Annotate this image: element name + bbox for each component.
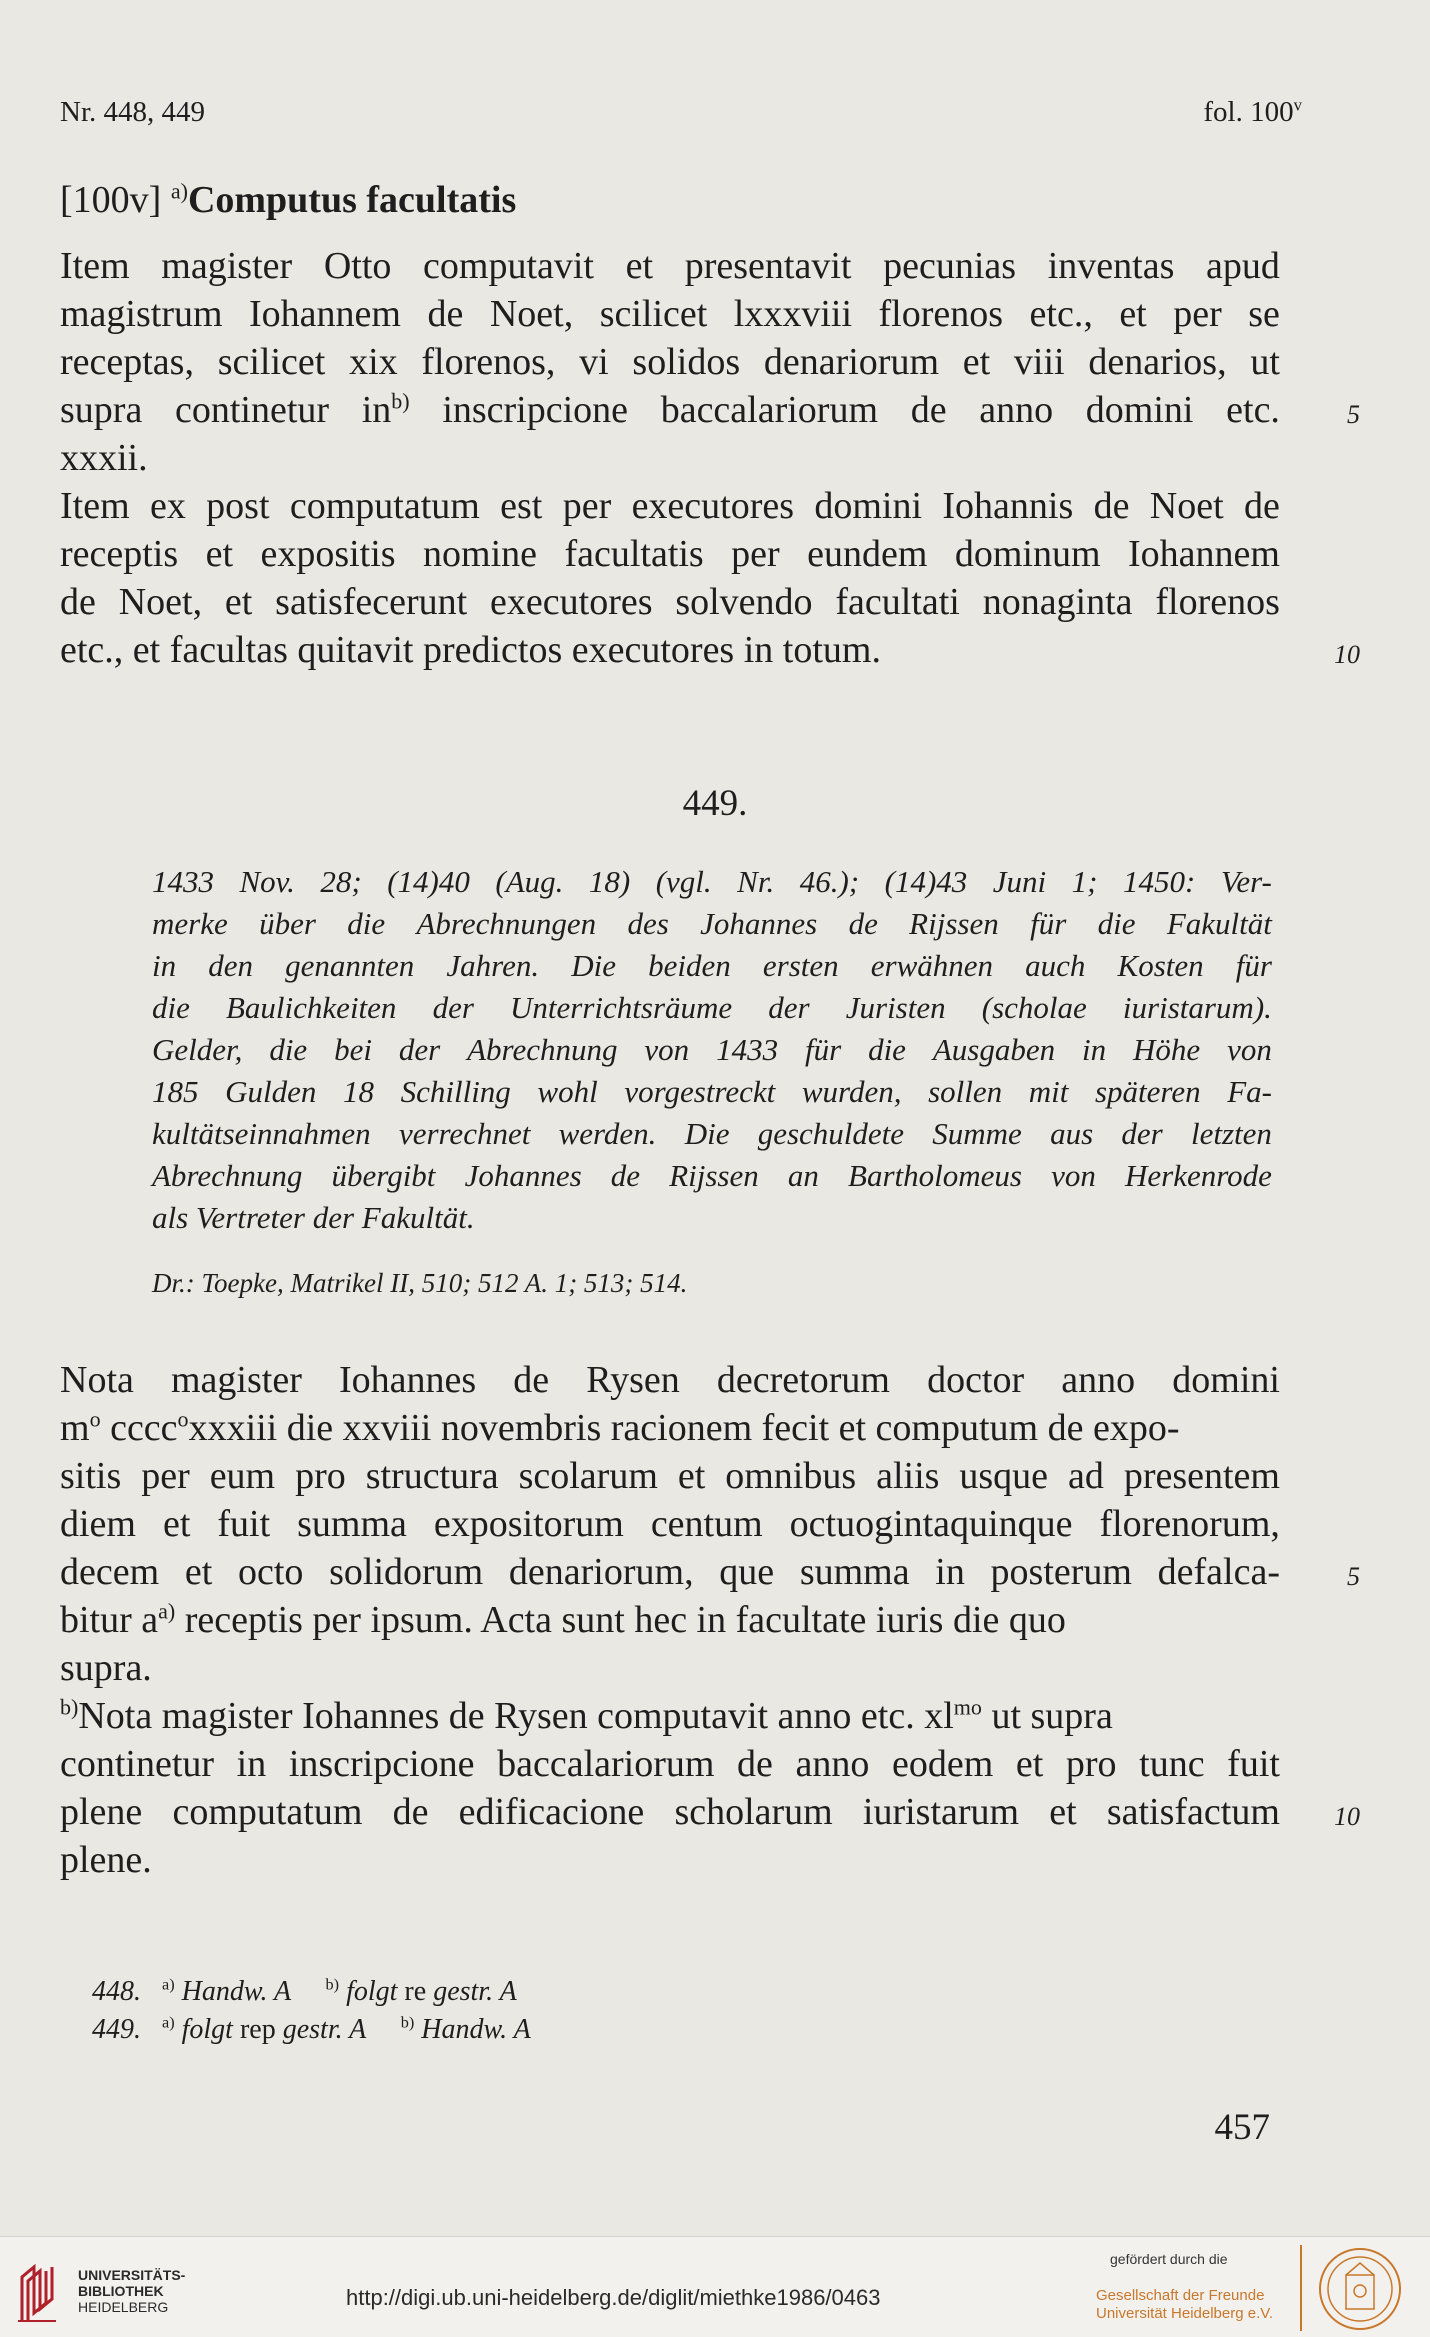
word: octo	[237, 1551, 304, 1593]
word: defalca-	[1157, 1551, 1280, 1593]
word: erwähnen	[870, 948, 994, 983]
word: eundem	[807, 533, 928, 575]
text-line	[60, 340, 1280, 384]
word: (14)40	[387, 864, 470, 899]
word: die	[1097, 906, 1136, 941]
word: solidos	[632, 341, 741, 383]
word: dominum	[954, 533, 1101, 575]
footnote-mark: a)	[158, 1598, 176, 1624]
word: Juristen	[845, 990, 946, 1025]
ub-heidelberg-logo-icon	[16, 2263, 62, 2323]
word: et	[1049, 1791, 1077, 1833]
text-line	[60, 580, 1280, 624]
abstract-line	[152, 1074, 1272, 1110]
word: Abrechnung	[152, 1158, 303, 1193]
sponsor-label: gefördert durch die	[1110, 2251, 1228, 2267]
word: für	[1030, 906, 1067, 941]
word: per	[141, 1455, 190, 1497]
word: ex	[149, 485, 186, 527]
word: que	[719, 1551, 775, 1593]
word: Die	[571, 948, 616, 983]
word: an	[787, 1158, 819, 1193]
running-header-left: Nr. 448, 449	[60, 96, 205, 128]
word: ersten	[762, 948, 839, 983]
word: der	[398, 1032, 441, 1067]
word: der	[432, 990, 474, 1025]
word: beiden	[648, 948, 731, 983]
footnote-448: 448. $^{a)}$ Handw. A $^{b)}$ folgt re gestr. A	[92, 1975, 517, 2007]
word: de	[1243, 485, 1280, 527]
word: computavit	[423, 245, 594, 287]
sponsor-name: Gesellschaft der Freunde Universität Heidelberg e.V.	[1096, 2287, 1274, 2322]
word: solvendo	[675, 581, 813, 623]
word: denariorum	[763, 341, 940, 383]
word: Herkenrode	[1125, 1158, 1272, 1193]
word: ad	[1067, 1455, 1104, 1497]
word: eodem	[891, 1743, 994, 1785]
word: computatum	[172, 1791, 363, 1833]
word: sitis	[60, 1455, 122, 1497]
word: xix	[349, 341, 398, 383]
word: est	[500, 485, 543, 527]
word: übergibt	[331, 1158, 436, 1193]
page-number: 457	[1214, 2107, 1270, 2148]
word: magistrum	[60, 293, 223, 335]
word: satisfactum	[1106, 1791, 1280, 1833]
word: verrechnet	[398, 1116, 531, 1151]
text-line	[60, 532, 1280, 576]
line-number: 10	[1334, 640, 1360, 669]
word: florenos	[878, 293, 1004, 335]
word: de	[848, 906, 878, 941]
word: et	[1119, 293, 1147, 335]
word: aus	[1050, 1116, 1094, 1151]
print-reference: Dr.: Toepke, Matrikel II, 510; 512 A. 1; 513; 514.	[152, 1268, 688, 1298]
word: der	[1121, 1116, 1163, 1151]
word: lxxxviii	[733, 293, 853, 335]
word: de	[60, 581, 96, 623]
word: et	[1015, 1743, 1044, 1785]
word: anno	[1061, 1359, 1136, 1401]
word: Johannes	[700, 906, 818, 941]
abstract-line	[152, 1032, 1272, 1068]
text-line: plene.	[60, 1839, 152, 1881]
word: Abrechnungen	[416, 906, 597, 941]
word: für	[1235, 948, 1272, 983]
word: Baulichkeiten	[226, 990, 397, 1025]
sponsor-block	[1096, 2251, 1296, 2323]
word: omnibus	[725, 1455, 857, 1497]
word: nomine	[423, 533, 538, 575]
text-line: etc., et facultas quitavit predictos executores in totum.	[60, 629, 881, 671]
text-line	[60, 1550, 1280, 1594]
word: scholarum	[674, 1791, 833, 1833]
text-line	[60, 244, 1280, 288]
word: Summe	[932, 1116, 1022, 1151]
word: merke	[152, 906, 228, 941]
word: expositis	[260, 533, 396, 575]
word: denariorum,	[508, 1551, 694, 1593]
word: de	[427, 293, 464, 335]
library-footer	[0, 2236, 1430, 2337]
word: edificacione	[458, 1791, 645, 1833]
word: vi	[579, 341, 609, 383]
word: executores	[490, 581, 653, 623]
word: receptas,	[60, 341, 194, 383]
word: per	[1173, 293, 1222, 335]
word: executores	[631, 485, 795, 527]
word: bei	[334, 1032, 372, 1067]
text-line: supra.	[60, 1647, 152, 1689]
text-line	[60, 1742, 1280, 1786]
word: usque	[959, 1455, 1049, 1497]
word: Bartholomeus	[848, 1158, 1022, 1193]
word: (vgl.	[655, 864, 712, 899]
word: per	[731, 533, 780, 575]
footnote-mark: b)	[60, 1694, 79, 1720]
abstract-line	[152, 1116, 1272, 1152]
word: späteren	[1094, 1074, 1201, 1109]
text-line	[60, 1790, 1280, 1834]
word: aliis	[876, 1455, 940, 1497]
line-number: 5	[1347, 400, 1360, 429]
word: Noet,	[489, 293, 574, 335]
text-line	[60, 1454, 1280, 1498]
word: Nr.	[737, 864, 775, 899]
word: de	[737, 1743, 773, 1785]
abstract-line	[152, 906, 1272, 942]
word: florenorum,	[1099, 1503, 1280, 1545]
word: von	[1051, 1158, 1096, 1193]
word: ut	[1250, 341, 1280, 383]
word: facultatis	[564, 533, 704, 575]
word: des	[627, 906, 669, 941]
abstract-line	[152, 990, 1272, 1026]
word: denarios,	[1088, 341, 1227, 383]
word: expositorum	[433, 1503, 624, 1545]
word: Die	[684, 1116, 730, 1151]
word: Iohannis	[942, 485, 1074, 527]
word: satisfecerunt	[275, 581, 468, 623]
folio-number: fol. 100	[1203, 96, 1294, 128]
heading-footnote-mark: a)	[170, 178, 188, 204]
word: scolarum	[518, 1455, 658, 1497]
word: inventas	[1047, 245, 1175, 287]
word: etc.,	[1029, 293, 1093, 335]
document-number: 449.	[682, 783, 748, 824]
word: Iohannes	[338, 1359, 477, 1401]
word: receptis	[60, 533, 179, 575]
word: vorgestreckt	[624, 1074, 776, 1109]
word: Noet	[1149, 485, 1224, 527]
word: de	[610, 1158, 641, 1193]
word: wohl	[537, 1074, 598, 1109]
word: genannten	[285, 948, 415, 983]
word: für	[804, 1032, 842, 1067]
word: nonaginta	[982, 581, 1133, 623]
word: domini	[1172, 1359, 1280, 1401]
word: 1433	[716, 1032, 779, 1067]
word: et	[677, 1455, 706, 1497]
word: von	[1227, 1032, 1272, 1067]
word: et	[162, 1503, 191, 1545]
word: inscripcione	[288, 1743, 475, 1785]
word: wurden,	[801, 1074, 902, 1109]
abstract-line	[152, 864, 1272, 900]
footnote-449: 449. $^{a)}$ folgt rep gestr. A $^{b)}$ Handw. A	[92, 2013, 531, 2045]
word: die	[152, 990, 190, 1025]
word: pro	[1065, 1743, 1117, 1785]
text-line: supra continetur $in^{b)}$ inscripcione baccalariorum de anno domini etc.	[60, 388, 1280, 431]
word: Iohannem	[1128, 533, 1280, 575]
running-header-right	[1203, 96, 1302, 129]
word: 1;	[1071, 864, 1098, 899]
word: Abrechnung	[467, 1032, 618, 1067]
heading-folio: [100v]	[60, 179, 162, 221]
word: post	[206, 485, 270, 527]
word: posterum	[990, 1551, 1132, 1593]
word: de	[392, 1791, 429, 1833]
word: eum	[209, 1455, 276, 1497]
word: baccalariorum	[497, 1743, 715, 1785]
word: fuit	[217, 1503, 271, 1545]
word: 185	[152, 1074, 199, 1109]
word: magister	[161, 245, 293, 287]
word: se	[1248, 293, 1280, 335]
word: structura	[365, 1455, 499, 1497]
word: Ver-	[1220, 864, 1272, 899]
text-line: $m^o$ cccc$^o$xxxiii die xxviii novembris racionem fecit et computum de expo-	[60, 1406, 1180, 1449]
word: computatum	[289, 485, 480, 527]
word: florenos	[1155, 581, 1280, 623]
word: continetur	[60, 1743, 215, 1785]
word: pro	[295, 1455, 346, 1497]
word: in	[1082, 1032, 1107, 1067]
word: Ausgaben	[932, 1032, 1056, 1067]
word: fuit	[1227, 1743, 1280, 1785]
word: plene	[60, 1791, 143, 1833]
abstract-line	[152, 1158, 1272, 1194]
word: florenos,	[421, 341, 556, 383]
folio-verso-mark: v	[1293, 95, 1302, 115]
word: tunc	[1139, 1743, 1205, 1785]
word: Item	[60, 245, 130, 287]
word: (14)43	[884, 864, 968, 899]
word: Nota	[60, 1359, 134, 1401]
word: de	[513, 1359, 550, 1401]
word: summa	[799, 1551, 910, 1593]
word: werden.	[558, 1116, 657, 1151]
word: über	[259, 906, 316, 941]
word: 28;	[320, 864, 362, 899]
word: Item	[60, 485, 130, 527]
word: Gulden	[225, 1074, 317, 1109]
word: in	[152, 948, 177, 983]
text-line	[60, 484, 1280, 528]
word: Otto	[323, 245, 392, 287]
word: pecunias	[883, 245, 1017, 287]
word: per	[562, 485, 612, 527]
word: 46.);	[799, 864, 860, 899]
text-line	[60, 292, 1280, 336]
word: in	[236, 1743, 267, 1785]
word: summa	[297, 1503, 407, 1545]
word: solidorum	[329, 1551, 484, 1593]
word: sollen	[928, 1074, 1003, 1109]
word: diem	[60, 1503, 136, 1545]
word: de	[1093, 485, 1130, 527]
word: facultati	[835, 581, 960, 623]
text-line	[60, 1502, 1280, 1546]
library-name: UNIVERSITÄTS- BIBLIOTHEK HEIDELBERG	[78, 2267, 186, 2315]
word: der	[768, 990, 810, 1025]
heading-title: Computus facultatis	[187, 179, 517, 221]
word: Nov.	[239, 864, 295, 899]
word: doctor	[927, 1359, 1025, 1401]
word: domini	[814, 485, 923, 527]
word: scilicet	[599, 293, 708, 335]
word: anno	[795, 1743, 870, 1785]
word: Fa-	[1227, 1074, 1272, 1109]
word: presentem	[1123, 1455, 1280, 1497]
word: Rijssen	[909, 906, 999, 941]
word: Iohannem	[249, 293, 401, 335]
word: Kosten	[1117, 948, 1204, 983]
word: apud	[1206, 245, 1280, 287]
word: iuristarum	[862, 1791, 1020, 1833]
word: et	[962, 341, 991, 383]
word: geschuldete	[757, 1116, 905, 1151]
word: Juni	[992, 864, 1047, 899]
abstract-line: als Vertreter der Fakultät.	[152, 1200, 475, 1235]
word: 1450:	[1123, 864, 1196, 899]
text-line: bitur $a^{a)}$ receptis per ipsum. Acta sunt hec in facultate iuris die quo	[60, 1598, 1066, 1641]
text-line	[60, 1358, 1280, 1402]
word: Noet,	[118, 581, 203, 623]
word: octuogintaquinque	[789, 1503, 1073, 1545]
word: Rijssen	[669, 1158, 759, 1193]
word: magister	[171, 1359, 302, 1401]
section-heading	[60, 178, 516, 222]
word: Rysen	[586, 1359, 680, 1401]
word: (scholae	[981, 990, 1087, 1025]
footnote-mark: b)	[391, 388, 410, 414]
word: 18)	[588, 864, 631, 899]
word: Unterrichtsräume	[510, 990, 733, 1025]
word: Jahren.	[446, 948, 540, 983]
line-number: 10	[1334, 1802, 1360, 1831]
word: decretorum	[716, 1359, 890, 1401]
word: scilicet	[217, 341, 326, 383]
word: Johannes	[464, 1158, 582, 1193]
word: Fakultät	[1166, 906, 1272, 941]
word: iuristarum).	[1122, 990, 1272, 1025]
line-number: 5	[1347, 1562, 1360, 1591]
word: von	[644, 1032, 690, 1067]
word: in	[935, 1551, 965, 1593]
word: letzten	[1190, 1116, 1272, 1151]
word: Schilling	[400, 1074, 511, 1109]
word: viii	[1013, 341, 1065, 383]
word: et	[184, 1551, 213, 1593]
permalink-url[interactable]: http://digi.ub.uni-heidelberg.de/diglit/miethke1986/0463	[346, 2285, 881, 2310]
word: et	[205, 533, 234, 575]
word: mit	[1028, 1074, 1069, 1109]
word: die	[269, 1032, 308, 1067]
text-line: $^{b)}$Nota magister Iohannes de Rysen computavit anno etc. $xl^{mo}$ ut supra	[60, 1694, 1113, 1737]
word: (Aug.	[495, 864, 564, 899]
word: Gelder,	[152, 1032, 243, 1067]
word: et	[625, 245, 654, 287]
word: decem	[60, 1551, 160, 1593]
abstract-line	[152, 948, 1272, 984]
text-line: xxxii.	[60, 437, 148, 479]
university-seal-icon	[1318, 2247, 1402, 2331]
word: presentavit	[684, 245, 852, 287]
footer-divider	[1300, 2245, 1302, 2331]
word: den	[208, 948, 254, 983]
word: die	[347, 906, 386, 941]
word: 1433	[152, 864, 214, 899]
word: auch	[1025, 948, 1086, 983]
word: et	[224, 581, 253, 623]
word: kultätseinnahmen	[152, 1116, 371, 1151]
word: die	[868, 1032, 906, 1067]
word: 18	[342, 1074, 374, 1109]
word: Höhe	[1133, 1032, 1201, 1067]
word: centum	[650, 1503, 763, 1545]
